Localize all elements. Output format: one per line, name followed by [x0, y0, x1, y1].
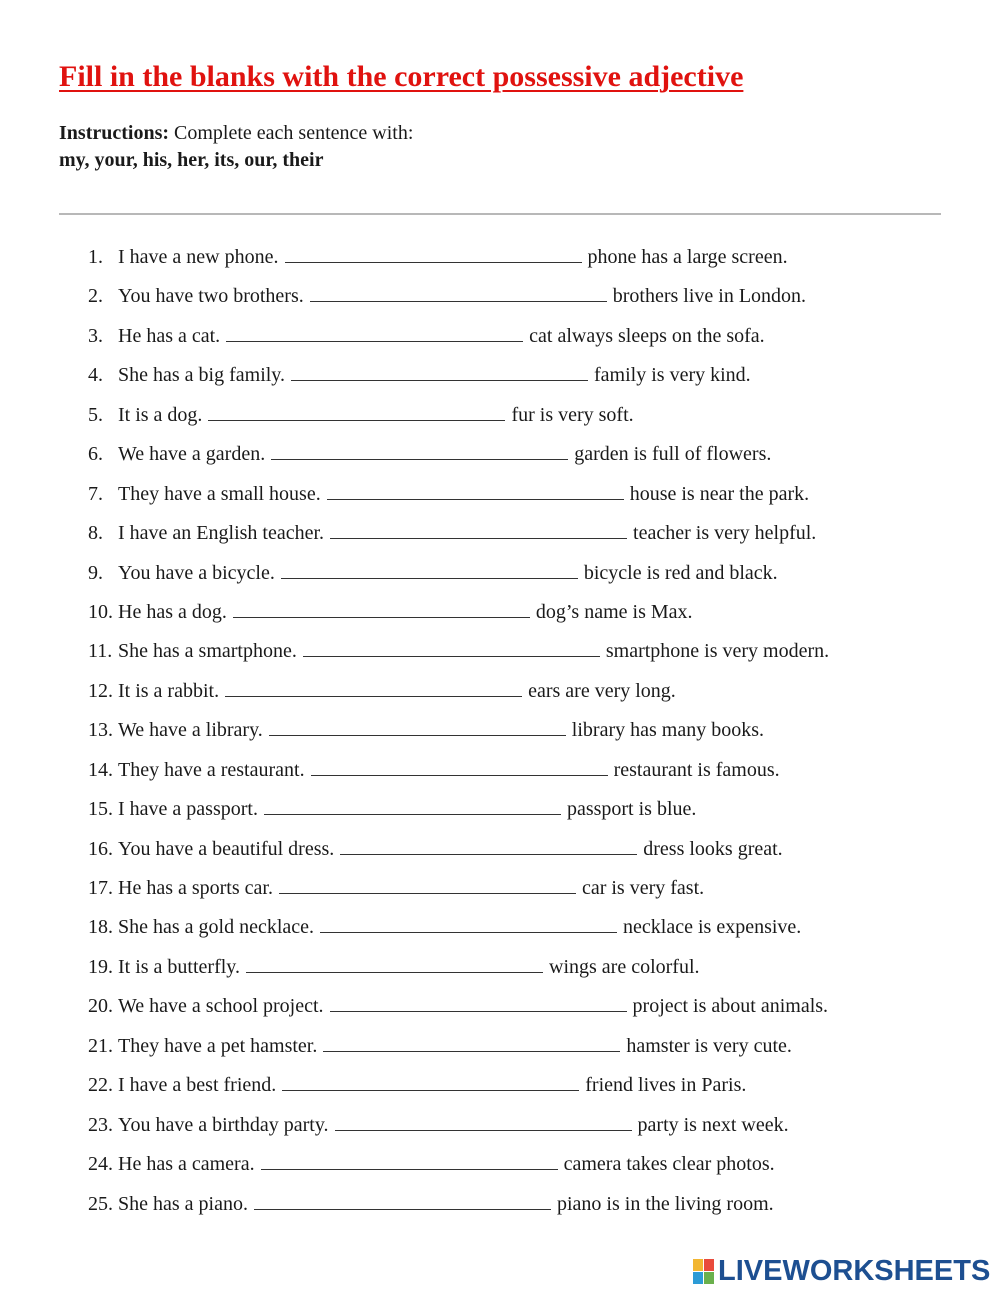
sentence-start: It is a rabbit.: [118, 679, 220, 702]
answer-blank[interactable]: [291, 360, 588, 381]
exercise-item: [88, 281, 829, 320]
exercise-item: [88, 242, 829, 281]
item-number: 10.: [88, 600, 113, 623]
answer-blank[interactable]: [335, 1110, 632, 1131]
liveworksheets-logo-text: LIVEWORKSHEETS: [718, 1255, 991, 1287]
answer-blank[interactable]: [311, 755, 608, 776]
item-number: 18.: [88, 916, 113, 939]
sentence-end: ears are very long.: [528, 679, 676, 702]
worksheet-title: Fill in the blanks with the correct possessive adjective: [59, 60, 744, 93]
item-number: 1.: [88, 246, 103, 268]
sentence-end: camera takes clear photos.: [563, 1153, 775, 1176]
sentence-start: She has a smartphone.: [118, 640, 297, 663]
answer-blank[interactable]: [269, 715, 566, 736]
item-number: 6.: [88, 443, 103, 466]
exercise-item: [88, 873, 829, 912]
item-number: 11.: [88, 640, 113, 663]
exercise-item: [88, 834, 829, 873]
item-number: 17.: [88, 877, 113, 899]
exercise-item: [88, 1110, 829, 1149]
answer-blank[interactable]: [323, 1031, 620, 1052]
sentence-end: friend lives in Paris.: [585, 1074, 747, 1097]
item-number: 8.: [88, 522, 103, 545]
answer-blank[interactable]: [340, 834, 637, 855]
sentence-end: car is very fast.: [581, 877, 705, 899]
exercise-list: [88, 242, 829, 1228]
answer-blank[interactable]: [330, 991, 627, 1012]
sentence-start: I have a passport.: [118, 798, 258, 821]
exercise-item: [88, 1070, 829, 1109]
exercise-item: [88, 597, 829, 636]
answer-blank[interactable]: [264, 794, 561, 815]
exercise-item: [88, 400, 829, 439]
sentence-start: He has a camera.: [118, 1153, 255, 1176]
sentence-start: It is a butterfly.: [118, 955, 241, 978]
sentence-start: You have two brothers.: [118, 285, 304, 308]
instructions-block: [59, 120, 413, 174]
item-number: 4.: [88, 364, 103, 387]
answer-blank[interactable]: [271, 439, 568, 460]
sentence-start: They have a pet hamster.: [118, 1034, 318, 1057]
item-number: 7.: [88, 482, 103, 505]
answer-blank[interactable]: [303, 636, 600, 657]
answer-blank[interactable]: [310, 281, 607, 302]
answer-blank[interactable]: [281, 558, 578, 579]
exercise-item: [88, 991, 829, 1030]
sentence-start: He has a cat.: [118, 324, 221, 347]
sentence-end: passport is blue.: [566, 798, 697, 821]
instructions-text: Complete each sentence with:: [169, 122, 414, 144]
sentence-end: fur is very soft.: [511, 403, 634, 426]
sentence-end: dog’s name is Max.: [535, 600, 693, 623]
sentence-start: We have a library.: [118, 719, 263, 742]
sentence-start: He has a dog.: [118, 600, 227, 623]
sentence-start: We have a garden.: [118, 443, 266, 466]
item-number: 14.: [88, 758, 113, 781]
sentence-end: restaurant is famous.: [613, 758, 780, 781]
section-divider: [59, 213, 941, 215]
sentence-end: wings are colorful.: [549, 955, 700, 978]
sentence-start: I have an English teacher.: [118, 522, 325, 545]
sentence-end: phone has a large screen.: [587, 246, 788, 268]
sentence-start: It is a dog.: [118, 403, 203, 426]
answer-blank[interactable]: [285, 242, 582, 263]
possessive-word-list: my, your, his, her, its, our, their: [59, 149, 324, 171]
exercise-item: [88, 676, 829, 715]
item-number: 20.: [88, 995, 113, 1018]
exercise-item: [88, 794, 829, 833]
answer-blank[interactable]: [327, 479, 624, 500]
answer-blank[interactable]: [261, 1149, 558, 1170]
exercise-item: [88, 912, 829, 951]
sentence-end: necklace is expensive.: [623, 916, 802, 939]
answer-blank[interactable]: [282, 1070, 579, 1091]
exercise-item: [88, 479, 829, 518]
item-number: 25.: [88, 1192, 113, 1215]
sentence-start: She has a piano.: [118, 1192, 248, 1215]
sentence-end: teacher is very helpful.: [633, 522, 817, 545]
answer-blank[interactable]: [320, 912, 617, 933]
item-number: 24.: [88, 1153, 113, 1176]
item-number: 23.: [88, 1113, 113, 1136]
exercise-item: [88, 321, 829, 360]
exercise-item: [88, 755, 829, 794]
item-number: 15.: [88, 798, 113, 821]
item-number: 2.: [88, 285, 103, 308]
item-number: 9.: [88, 561, 103, 584]
answer-blank[interactable]: [208, 400, 505, 421]
liveworksheets-logo: [693, 1255, 990, 1288]
item-number: 3.: [88, 324, 103, 347]
sentence-start: They have a small house.: [118, 482, 321, 505]
answer-blank[interactable]: [233, 597, 530, 618]
answer-blank[interactable]: [279, 873, 576, 894]
exercise-item: [88, 715, 829, 754]
sentence-start: She has a big family.: [118, 364, 286, 387]
exercise-item: [88, 1149, 829, 1188]
item-number: 12.: [88, 679, 113, 702]
sentence-end: house is near the park.: [629, 482, 810, 505]
item-number: 22.: [88, 1074, 113, 1097]
exercise-item: [88, 558, 829, 597]
sentence-end: library has many books.: [571, 719, 764, 742]
exercise-item: [88, 1031, 829, 1070]
sentence-end: hamster is very cute.: [626, 1034, 792, 1057]
sentence-start: We have a school project.: [118, 995, 324, 1018]
answer-blank[interactable]: [226, 321, 523, 342]
exercise-item: [88, 952, 829, 991]
item-number: 13.: [88, 719, 113, 742]
sentence-start: He has a sports car.: [118, 877, 273, 899]
exercise-item: [88, 636, 829, 675]
sentence-end: family is very kind.: [594, 364, 751, 387]
instructions-label: Instructions:: [59, 122, 170, 144]
sentence-start: You have a birthday party.: [118, 1113, 329, 1136]
sentence-start: I have a best friend.: [118, 1074, 277, 1097]
sentence-start: I have a new phone.: [118, 246, 279, 268]
sentence-end: garden is full of flowers.: [574, 443, 772, 466]
exercise-item: [88, 518, 829, 557]
sentence-start: You have a bicycle.: [118, 561, 275, 584]
sentence-start: They have a restaurant.: [118, 758, 305, 781]
sentence-end: cat always sleeps on the sofa.: [529, 324, 765, 347]
item-number: 21.: [88, 1034, 113, 1057]
sentence-end: piano is in the living room.: [556, 1192, 774, 1215]
sentence-end: party is next week.: [637, 1113, 789, 1136]
sentence-end: dress looks great.: [643, 837, 783, 860]
item-number: 5.: [88, 403, 103, 426]
sentence-end: brothers live in London.: [612, 285, 807, 308]
answer-blank[interactable]: [330, 518, 627, 539]
sentence-end: smartphone is very modern.: [605, 640, 830, 663]
item-number: 19.: [88, 955, 113, 978]
answer-blank[interactable]: [246, 952, 543, 973]
sentence-end: project is about animals.: [632, 995, 829, 1018]
sentence-end: bicycle is red and black.: [583, 561, 778, 584]
item-number: 16.: [88, 837, 113, 860]
answer-blank[interactable]: [254, 1189, 551, 1210]
liveworksheets-logo-icon: [693, 1259, 715, 1285]
exercise-item: [88, 1189, 829, 1228]
exercise-item: [88, 439, 829, 478]
exercise-item: [88, 360, 829, 399]
sentence-start: You have a beautiful dress.: [118, 837, 335, 860]
answer-blank[interactable]: [225, 676, 522, 697]
sentence-start: She has a gold necklace.: [118, 916, 315, 939]
